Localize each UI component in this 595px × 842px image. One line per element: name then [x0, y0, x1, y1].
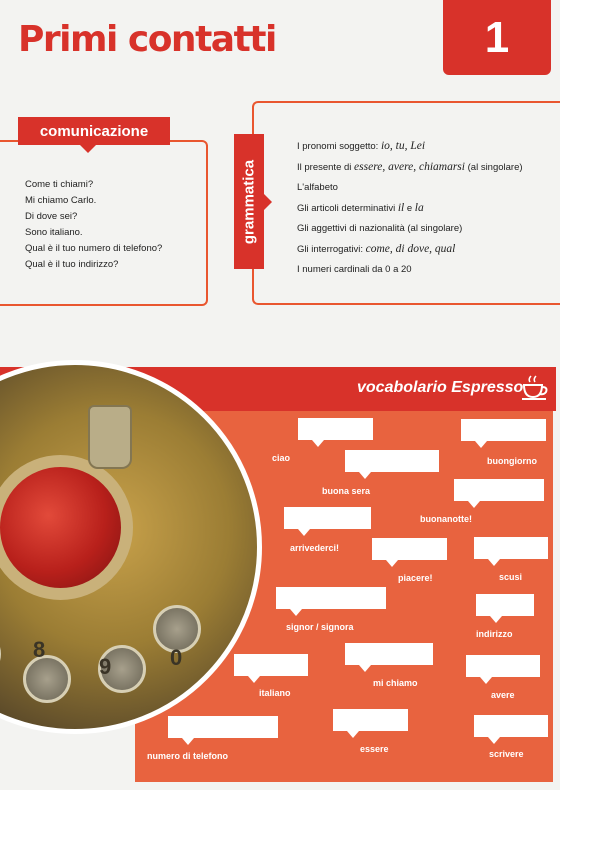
answer-box[interactable] [454, 479, 544, 501]
vocab-word: buona sera [322, 486, 371, 496]
list-item: Gli aggettivi di nazionalità (al singolare) [297, 223, 463, 234]
list-item: L'alfabeto [297, 182, 338, 193]
answer-box[interactable] [168, 716, 278, 738]
vocab-word: signor / signora [286, 622, 354, 632]
vocab-word: piacere! [398, 573, 433, 583]
unit-number: 1 [484, 12, 510, 62]
answer-box[interactable] [234, 654, 308, 676]
grammatica-heading: grammatica [240, 159, 258, 244]
grammatica-list [297, 136, 523, 280]
answer-box[interactable] [372, 538, 447, 560]
answer-box[interactable] [298, 418, 373, 440]
list-item: Gli articoli determinativi il e la [297, 202, 424, 214]
list-item: Il presente di essere, avere, chiamarsi (al singolare) [297, 161, 523, 173]
list-item: Gli interrogativi: come, di dove, qual [297, 243, 456, 255]
answer-box[interactable] [345, 450, 439, 472]
answer-box[interactable] [284, 507, 371, 529]
answer-box[interactable] [276, 587, 386, 609]
list-item: Sono italiano. [25, 227, 83, 238]
comunicazione-heading: comunicazione [18, 117, 170, 145]
unit-title: Primi contatti [18, 19, 276, 60]
unit-number-box [443, 0, 551, 75]
answer-box[interactable] [474, 537, 548, 559]
vocab-word: essere [360, 744, 389, 754]
dial-center [0, 455, 133, 600]
vocab-word: numero di telefono [147, 751, 228, 761]
list-item: I pronomi soggetto: io, tu, Lei [297, 140, 426, 152]
vocab-word: scusi [499, 572, 523, 582]
dial-digit: 0 [170, 645, 183, 670]
vocab-word: avere [491, 690, 515, 700]
vocab-word: arrivederci! [290, 543, 340, 553]
dial-digit: 9 [99, 654, 112, 679]
answer-box[interactable] [466, 655, 540, 677]
grammatica-tab [234, 134, 264, 269]
list-item: Qual è il tuo numero di telefono? [25, 243, 163, 254]
list-item: Di dove sei? [25, 211, 78, 222]
answer-box[interactable] [333, 709, 408, 731]
vocabolario-heading: vocabolario Espresso [357, 379, 524, 396]
vocab-word: buonanotte! [420, 514, 472, 524]
vocab-word: mi chiamo [373, 678, 418, 688]
vocab-word: scrivere [489, 749, 524, 759]
answer-box[interactable] [461, 419, 546, 441]
vocab-word: italiano [259, 688, 291, 698]
vocab-word: buongiorno [487, 456, 537, 466]
comunicazione-list [25, 177, 162, 273]
answer-box[interactable] [474, 715, 548, 737]
list-item: Come ti chiami? [25, 179, 94, 190]
list-item: Mi chiamo Carlo. [25, 195, 97, 206]
answer-box[interactable] [476, 594, 534, 616]
vocab-word: ciao [272, 453, 291, 463]
lock-icon [88, 405, 132, 469]
dial-digit: 8 [33, 637, 46, 662]
coffee-cup-icon [520, 375, 550, 401]
answer-box[interactable] [345, 643, 433, 665]
list-item: Qual è il tuo indirizzo? [25, 259, 119, 270]
vocab-word: indirizzo [476, 629, 513, 639]
list-item: I numeri cardinali da 0 a 20 [297, 264, 412, 275]
